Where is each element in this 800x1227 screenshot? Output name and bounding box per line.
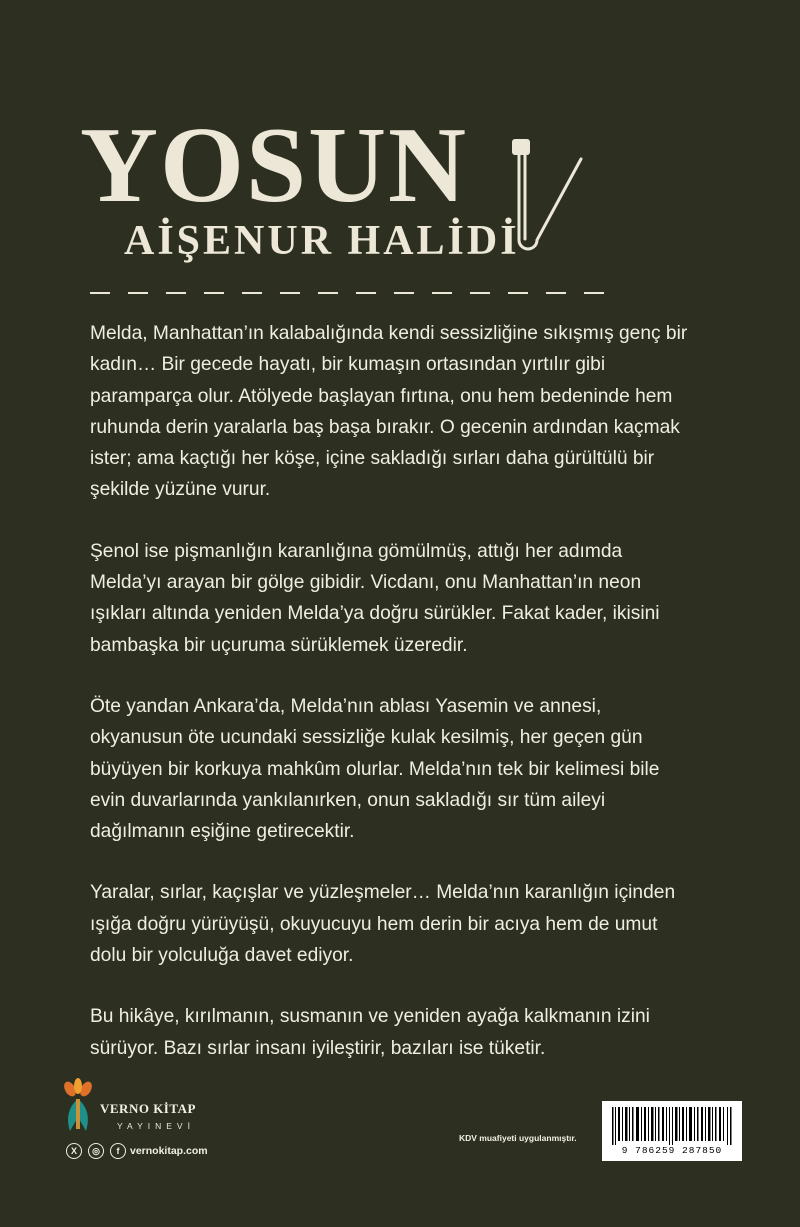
author-name: AİŞENUR HALİDİ <box>124 218 520 264</box>
tax-note: KDV muafiyeti uygulanmıştır. <box>459 1133 577 1143</box>
x-icon[interactable]: X <box>66 1143 82 1159</box>
book-title: YOSUN <box>80 106 469 225</box>
safety-pin-icon <box>505 135 585 265</box>
barcode-icon <box>610 1107 734 1145</box>
facebook-icon[interactable]: f <box>110 1143 126 1159</box>
back-cover-blurb <box>90 318 690 1094</box>
publisher-name: VERNO KİTAP <box>100 1101 196 1116</box>
blurb-paragraph: Yaralar, sırlar, kaçışlar ve yüzleşmeler… Melda’nın karanlığın içinden ışığa doğru yürüyüşü, okuyucuyu hem derin bir acıya hem de umut dolu bir yolculuğa davet ediyor. <box>90 882 676 967</box>
publisher-logo-icon <box>58 1077 98 1133</box>
social-links <box>66 1143 126 1159</box>
publisher-subtitle: YAYINEVİ <box>117 1121 195 1131</box>
blurb-paragraph: Şenol ise pişmanlığın karanlığına gömülmüş, attığı her adımda Melda’yı arayan bir gölge gibidir. Vicdanı, onu Manhattan’ın neon ışıkları altında yeniden Melda’ya doğru sürükler. Fakat kader, ikisini bambaşka bir uçuruma sürüklemek üzeredir. <box>90 540 660 656</box>
divider-dashes <box>90 291 610 295</box>
instagram-icon[interactable]: ◎ <box>88 1143 104 1159</box>
isbn-number: 9 786259 287850 <box>621 1145 723 1156</box>
blurb-paragraph: Melda, Manhattan’ın kalabalığında kendi sessizliğine sıkışmış genç bir kadın… Bir gecede hayatı, bir kumaşın ortasından yırtılır gibi paramparça olur. Atölyede başlayan fırtına, onu hem bedeninde hem ruhunda derin yaralarla baş başa bırakır. O gecenin ardından kaçmak ister; ama kaçtığı her köşe, içine sakladığı sırları daha gürültülü bir şekilde yüzüne vurur. <box>90 323 688 501</box>
blurb-paragraph: Öte yandan Ankara’da, Melda’nın ablası Yasemin ve annesi, okyanusun öte ucundaki sessizliğe kulak kesilmiş, her geçen gün büyüyen bir korkuya mahkûm olurlar. Melda’nın tek bir kelimesi bile evin duvarlarında yankılanırken, onun sakladığı sır tüm aileyi dağılmanın eşiğine getirecektir. <box>90 695 660 843</box>
blurb-paragraph: Bu hikâye, kırılmanın, susmanın ve yeniden ayağa kalkmanın izini sürüyor. Bazı sırlar insanı iyileştirir, bazıları ise tüketir. <box>90 1006 650 1059</box>
publisher-website[interactable]: vernokitap.com <box>130 1145 208 1157</box>
barcode <box>602 1101 742 1161</box>
